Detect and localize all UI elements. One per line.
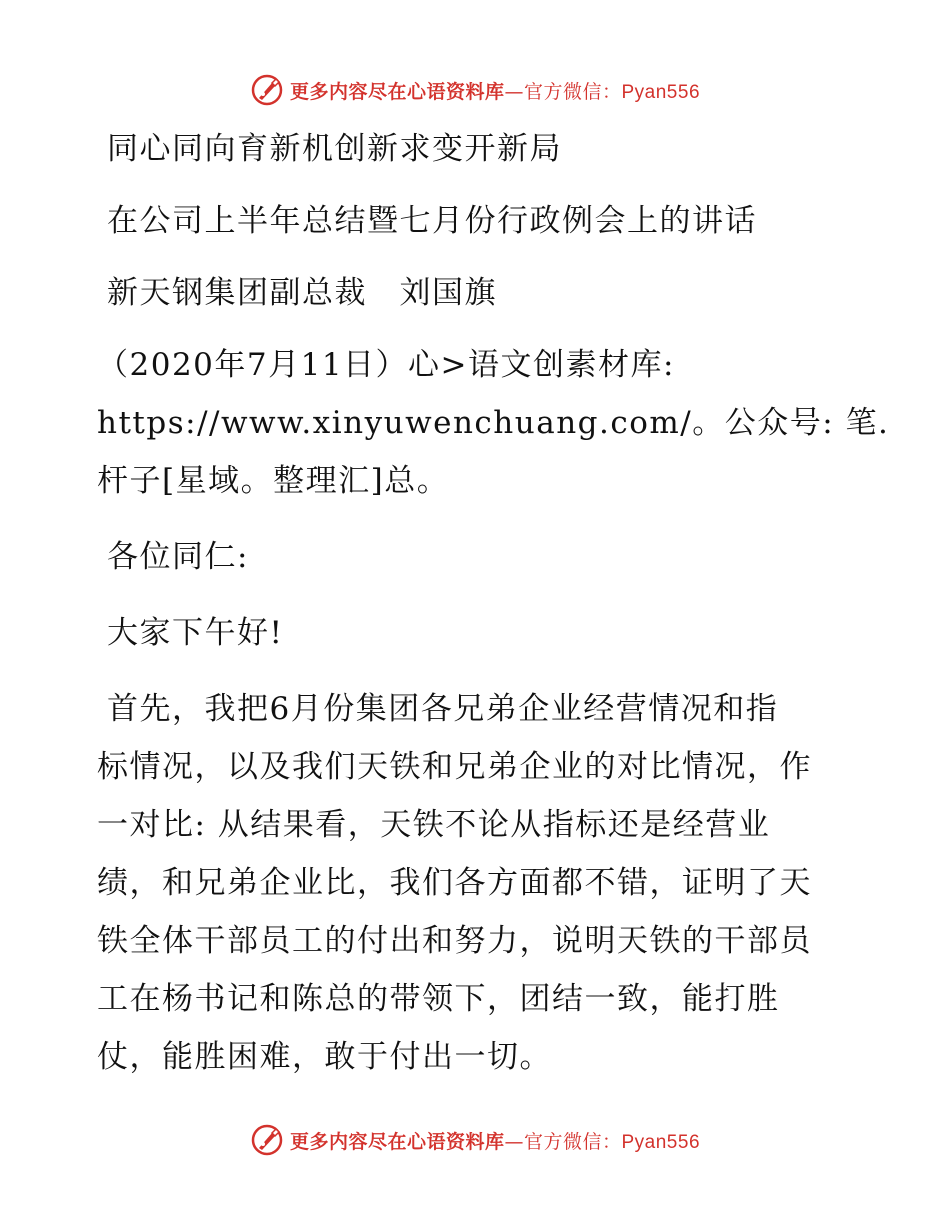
body-line-2: 标情况，以及我们天铁和兄弟企业的对比情况，作 — [97, 749, 812, 785]
pen-circle-logo-icon — [250, 73, 284, 107]
banner-content — [250, 1123, 700, 1157]
document-author: 新天钢集团副总裁 刘国旗 — [107, 275, 497, 311]
date-line-1: （2020年7月11日）心>语文创素材库: — [97, 347, 675, 383]
greeting: 大家下午好! — [107, 615, 284, 651]
banner-wechat-label: 官方微信： — [523, 1130, 622, 1153]
banner-main-text: 更多内容尽在心语资料库 — [289, 80, 505, 103]
body-line-6: 工在杨书记和陈总的带领下，团结一致，能打胜 — [97, 981, 780, 1017]
document-title: 同心同向育新机创新求变开新局 — [107, 131, 562, 167]
banner-main-text: 更多内容尽在心语资料库 — [289, 1130, 505, 1153]
body-line-3: 一对比: 从结果看，天铁不论从指标还是经营业 — [97, 807, 771, 843]
document-body — [97, 120, 890, 1086]
banner-wechat-id: Pyan556 — [621, 81, 701, 103]
header-watermark-banner — [0, 70, 950, 110]
pen-circle-logo-icon — [250, 1123, 284, 1157]
body-line-1: 首先，我把6月份集团各兄弟企业经营情况和指 — [107, 691, 779, 727]
banner-wechat-id: Pyan556 — [621, 1131, 701, 1153]
salutation: 各位同仁: — [107, 539, 249, 575]
banner-wechat-label: 官方微信： — [523, 80, 622, 103]
footer-watermark-banner — [0, 1120, 950, 1160]
banner-dash: — — [504, 80, 524, 103]
banner-text — [290, 77, 700, 104]
body-line-7: 仗，能胜困难，敢于付出一切。 — [97, 1039, 552, 1075]
date-line-2: https://www.xinyuwenchuang.com/。公众号: 笔. — [97, 405, 890, 441]
document-subtitle: 在公司上半年总结暨七月份行政例会上的讲话 — [107, 203, 757, 239]
date-line-3: 杆子[星域。整理汇]总。 — [97, 463, 450, 499]
banner-content — [250, 73, 700, 107]
banner-dash: — — [504, 1130, 524, 1153]
body-line-4: 绩，和兄弟企业比，我们各方面都不错，证明了天 — [97, 865, 812, 901]
body-line-5: 铁全体干部员工的付出和努力，说明天铁的干部员 — [97, 923, 812, 959]
banner-text — [290, 1127, 700, 1154]
